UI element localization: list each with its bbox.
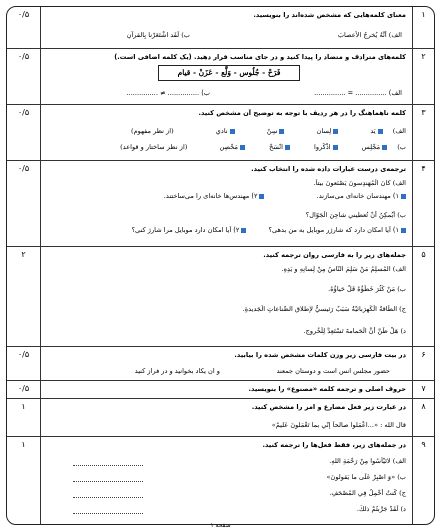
item-a: الف) لاتَيْأَسُوا مِنْ رَحْمَةِ اللهِ. xyxy=(329,457,406,465)
question-score: ۰/۵ xyxy=(7,105,41,160)
choices-a xyxy=(45,192,406,200)
question-score: ۱ xyxy=(7,437,41,524)
choice: ۲) آیا امکان دارد موبایل مرا شارژ کنی؟ xyxy=(131,226,240,234)
answer-line[interactable] xyxy=(73,459,143,466)
item-b: ب) مَنْ كَثُرَ خَطَؤُهُ قَلَّ حَياؤُهُ. xyxy=(328,285,406,293)
checkbox[interactable] xyxy=(401,228,406,233)
page-footer: صفحه ۱ xyxy=(210,522,231,529)
question-6 xyxy=(7,347,434,381)
row-label: الف) xyxy=(392,127,406,135)
hint: (از نظر ساختار و قواعد) xyxy=(120,143,188,151)
item-a: الف) كانَ الْمُهَندِسونَ يَصْنَعونَ بيتاً. xyxy=(313,179,406,187)
question-4 xyxy=(7,161,434,247)
question-score: ۱ xyxy=(7,399,41,436)
question-8 xyxy=(7,399,434,437)
question-title: در جمله‌های زیر، فقط فعل‌ها را ترجمه کنید. xyxy=(262,441,406,449)
question-number: ۸ xyxy=(412,399,434,436)
item-a: الف) أنَّهُ يُخرجُ الأعصابَ xyxy=(337,31,402,39)
question-1 xyxy=(7,7,434,49)
question-title: معنای کلمه‌هایی که مشخص شده‌اند را بنویسید. xyxy=(253,11,406,19)
question-7 xyxy=(7,381,434,399)
checkbox[interactable] xyxy=(333,145,338,150)
answer-line[interactable] xyxy=(73,507,143,514)
item-a: الف) المُسلِمُ مَنْ سَلِمَ النّاسُ مِنْ لِسانِهِ و يَدِهِ. xyxy=(281,265,406,273)
choice: ۱) مهندسان خانه‌ای می‌سازند. xyxy=(316,192,399,200)
row-label: ب) xyxy=(397,143,406,151)
option: مَحْصِن xyxy=(219,143,239,151)
checkbox[interactable] xyxy=(279,129,284,134)
answer-a: الف) ............... = ............... xyxy=(314,89,402,97)
exam-sheet xyxy=(6,6,435,525)
checkbox[interactable] xyxy=(230,129,235,134)
question-number: ۳ xyxy=(412,105,434,160)
question-9 xyxy=(7,437,434,524)
question-title: حروف اصلی و ترجمه کلمه «مصنوع» را بنویسید. xyxy=(248,385,406,393)
verse-second: و ان یکاد بخوانید و در فراز کنید xyxy=(134,367,220,375)
answer-line[interactable] xyxy=(73,491,143,498)
question-score: ۰/۵ xyxy=(7,7,41,48)
option: نادي xyxy=(215,127,228,135)
choices-b xyxy=(45,226,406,234)
option: انْسَحْ xyxy=(269,143,283,151)
option: يَد xyxy=(370,127,376,135)
quran-text: قال الله : «...اعْمَلوا صالحاً إنّي بما تَعْمَلونَ عَليمٌ» xyxy=(271,421,406,429)
choice: ۲) مهندس‌ها خانه‌ای را می‌ساختند. xyxy=(163,192,258,200)
item-b: ب) لَقَد اشْتَعَرْنا بِالقرآنِ xyxy=(126,31,190,39)
question-score: ۰/۵ xyxy=(7,49,41,104)
item-b: ب) أَيُمكِنُ أَنْ تُعطيني شاحِنَ الْجَوّال؟ xyxy=(305,211,406,219)
option-row-a xyxy=(45,127,406,135)
question-score: ۰/۵ xyxy=(7,381,41,398)
question-3 xyxy=(7,105,434,161)
checkbox[interactable] xyxy=(378,129,383,134)
checkbox[interactable] xyxy=(401,194,406,199)
question-score: ۰/۵ xyxy=(7,347,41,380)
question-title: جمله‌های زیر را به فارسی روان ترجمه کنید. xyxy=(263,251,406,259)
option: سِنّ xyxy=(266,127,278,135)
item-c: ج) الطّاقةُ الْكَهرَبائيّةُ سَبَبٌ رَئيسيٌّ لإطلاقِ الصِّناعاتِ الْجَديدةِ. xyxy=(242,305,406,313)
checkbox[interactable] xyxy=(382,145,387,150)
item-d: د) هَلْ ظَنَّ أَنَّ الْحَمامةَ تَسْتَعِدُّ لِلْخُروجِ. xyxy=(303,327,406,335)
question-number: ۴ xyxy=(412,161,434,246)
answer-b: ب) ............... ≠ ............... xyxy=(126,89,210,97)
question-title: در عبارت زیر فعل مضارع و امر را مشخص کنید. xyxy=(251,403,406,411)
question-number: ۷ xyxy=(412,381,434,398)
question-title: در بیت فارسی زیر وزن کلمات مشخص شده را بیابید. xyxy=(234,351,406,359)
item-b: ب) «وَ اصْبِرْ عَلَى ما يَقولونَ» xyxy=(326,473,406,481)
question-number: ۵ xyxy=(412,247,434,346)
question-score: ۰/۵ xyxy=(7,161,41,246)
question-2 xyxy=(7,49,434,105)
question-number: ۶ xyxy=(412,347,434,380)
checkbox[interactable] xyxy=(333,129,338,134)
question-title: کلمه ناهماهنگ را در هر ردیف با توجه به توضیح آن مشخص کنید. xyxy=(198,109,406,117)
option: اذْكُروا xyxy=(314,143,331,151)
question-number: ۹ xyxy=(412,437,434,524)
option: لِسان xyxy=(316,127,332,135)
checkbox[interactable] xyxy=(259,194,264,199)
question-title: ترجمه‌ی درست عبارات داده شده را انتخاب کنید. xyxy=(251,165,406,173)
verse-first: حضور مجلس انس است و دوستان جمعند xyxy=(276,367,390,375)
item-c: ج) كُنتُ أَحْمِلُ فِي المُصْحَفِ. xyxy=(329,489,406,497)
answer-line[interactable] xyxy=(73,475,143,482)
question-5 xyxy=(7,247,434,347)
hint: (از نظر مفهوم) xyxy=(131,127,174,135)
option-row-b xyxy=(45,143,406,151)
choice: ۱) آیا امکان دارد که شارژر موبایل به من بدهی؟ xyxy=(268,226,399,234)
question-title: کلمه‌های مترادف و متضاد را پیدا کنید و در جای مناسب قرار دهید. (یک کلمه اضافی است.) xyxy=(114,53,406,61)
question-number: ۲ xyxy=(412,49,434,104)
question-score: ۲ xyxy=(7,247,41,346)
option: مَجْلِس xyxy=(361,143,381,151)
checkbox[interactable] xyxy=(240,145,245,150)
question-number: ۱ xyxy=(412,7,434,48)
item-d: د) لَقَدْ جَرَّبتُمْ ذلكَ. xyxy=(356,505,406,513)
checkbox[interactable] xyxy=(285,145,290,150)
checkbox[interactable] xyxy=(241,228,246,233)
word-box: فَرَحْ - جُلُوس - وَلَّع - عَزَنْ - قيام xyxy=(158,65,300,81)
